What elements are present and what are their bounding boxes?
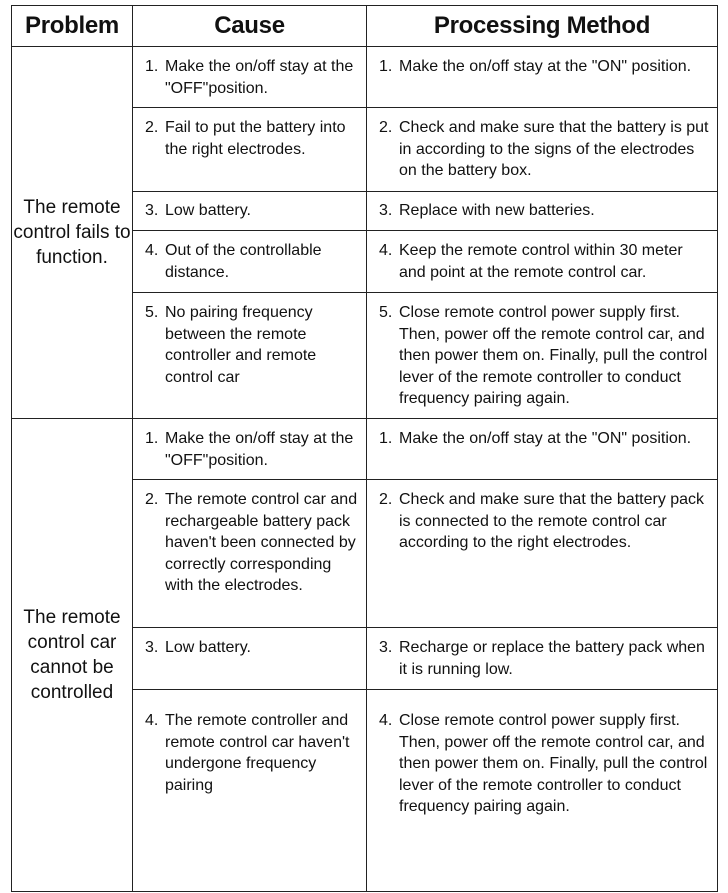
table-row — [12, 419, 718, 480]
cause-cell — [133, 108, 367, 192]
cause-text: The remote control car and rechargeable battery pack haven't been connected by correctly corresponding with the electrodes. — [165, 491, 358, 594]
item-number: 1. — [379, 430, 393, 447]
method-text: Make the on/off stay at the "ON" position. — [399, 58, 692, 75]
problem-cell: The remote control fails to function. — [12, 47, 133, 419]
item-number: 5. — [379, 304, 393, 321]
header-cause: Cause — [133, 6, 367, 47]
method-cell — [367, 480, 718, 628]
item-number: 2. — [145, 491, 159, 508]
method-cell — [367, 419, 718, 480]
method-cell — [367, 47, 718, 108]
method-text: Check and make sure that the battery is put in according to the signs of the electrodes on the battery box. — [399, 119, 709, 179]
cause-cell — [133, 628, 367, 690]
cause-text: Make the on/off stay at the "OFF"position. — [165, 430, 354, 469]
cause-cell — [133, 690, 367, 892]
item-number: 4. — [145, 242, 159, 259]
cause-text: The remote controller and remote control car haven't undergone frequency pairing — [165, 712, 350, 794]
item-number: 2. — [145, 119, 159, 136]
cause-text: Make the on/off stay at the "OFF"position. — [165, 58, 354, 97]
header-problem: Problem — [12, 6, 133, 47]
method-text: Close remote control power supply first. Then, power off the remote control car, and then power them on. Finally, pull the control lever of the remote controller to conduct frequency pairing again. — [399, 712, 708, 815]
item-number: 2. — [379, 119, 393, 136]
problem-cell: The remote control car cannot be controlled — [12, 419, 133, 892]
method-text: Close remote control power supply first. Then, power off the remote control car, and then power them on. Finally, pull the control lever of the remote controller to conduct frequency pairing again. — [399, 304, 708, 407]
method-text: Recharge or replace the battery pack when it is running low. — [399, 639, 705, 678]
cause-cell — [133, 419, 367, 480]
method-cell — [367, 231, 718, 293]
item-number: 1. — [145, 58, 159, 75]
cause-text: Low battery. — [165, 639, 251, 656]
item-number: 1. — [379, 58, 393, 75]
item-number: 2. — [379, 491, 393, 508]
item-number: 3. — [145, 639, 159, 656]
item-number: 1. — [145, 430, 159, 447]
item-number: 4. — [379, 712, 393, 729]
method-cell — [367, 192, 718, 231]
cause-text: Fail to put the battery into the right electrodes. — [165, 119, 346, 158]
item-number: 4. — [145, 712, 159, 729]
method-cell — [367, 108, 718, 192]
cause-cell — [133, 47, 367, 108]
method-text: Keep the remote control within 30 meter and point at the remote control car. — [399, 242, 683, 281]
method-cell — [367, 293, 718, 419]
item-number: 4. — [379, 242, 393, 259]
cause-cell — [133, 192, 367, 231]
cause-cell — [133, 480, 367, 628]
cause-text: No pairing frequency between the remote controller and remote control car — [165, 304, 317, 386]
item-number: 5. — [145, 304, 159, 321]
method-text: Replace with new batteries. — [399, 202, 595, 219]
table-row — [12, 47, 718, 108]
item-number: 3. — [379, 202, 393, 219]
method-text: Make the on/off stay at the "ON" position. — [399, 430, 692, 447]
cause-cell — [133, 231, 367, 293]
method-cell — [367, 628, 718, 690]
method-cell — [367, 690, 718, 892]
item-number: 3. — [379, 639, 393, 656]
method-text: Check and make sure that the battery pack is connected to the remote control car according to the right electrodes. — [399, 491, 705, 551]
item-number: 3. — [145, 202, 159, 219]
header-method: Processing Method — [367, 6, 718, 47]
header-row — [12, 6, 718, 47]
cause-text: Low battery. — [165, 202, 251, 219]
troubleshooting-table — [11, 5, 718, 892]
cause-cell — [133, 293, 367, 419]
cause-text: Out of the controllable distance. — [165, 242, 322, 281]
